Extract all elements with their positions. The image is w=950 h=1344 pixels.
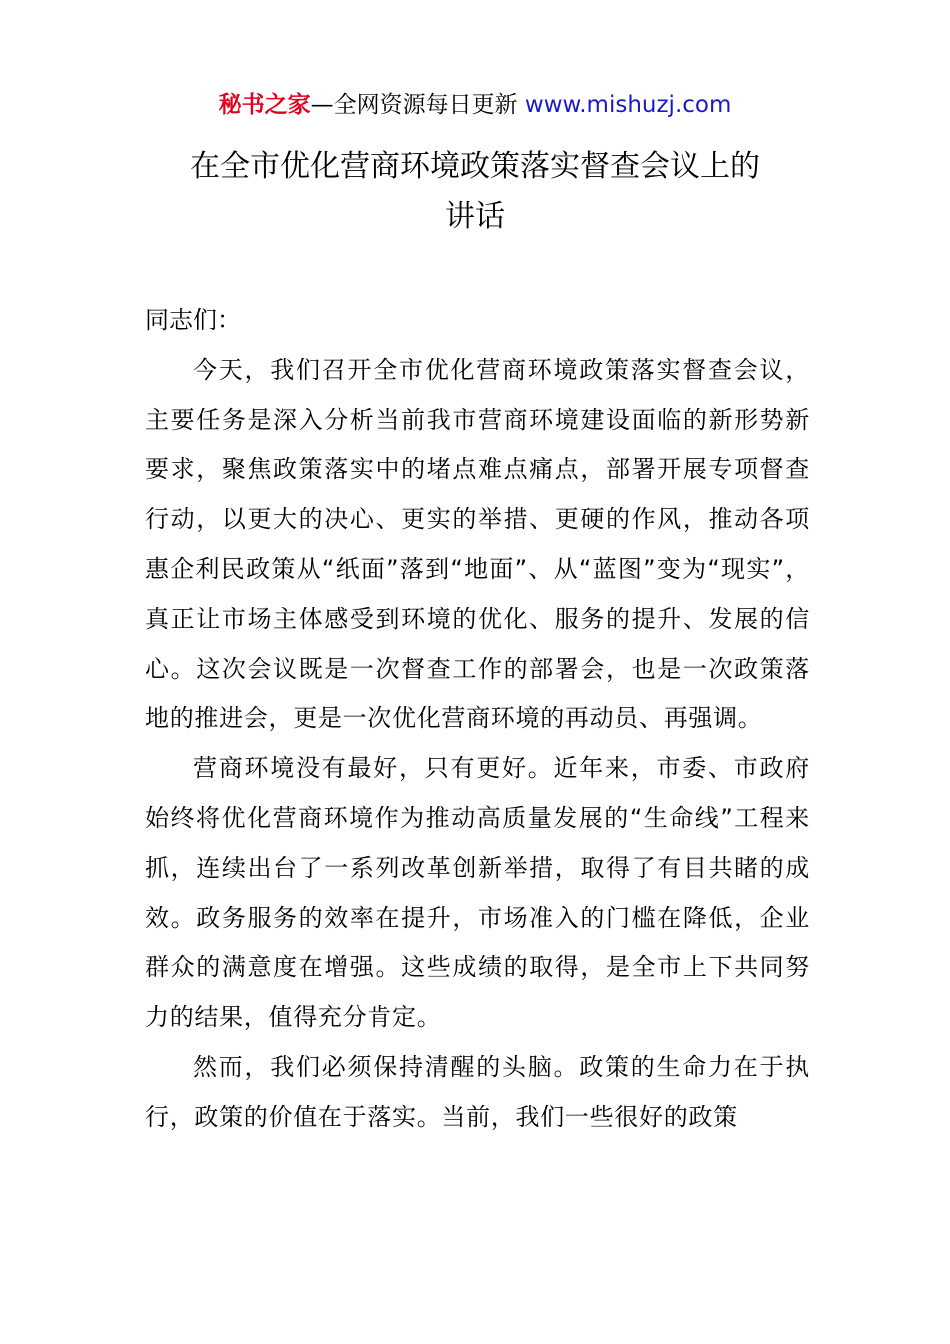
salutation: 同志们： bbox=[145, 306, 241, 334]
site-header bbox=[0, 88, 950, 122]
document-body bbox=[145, 296, 810, 1143]
paragraph-1: 今天，我们召开全市优化营商环境政策落实督查会议，主要任务是深入分析当前我市营商环境建设面临的新形势新要求，聚焦政策落实中的堵点难点痛点，部署开展专项督查行动，以更大的决心、更实的举措、更硬的作风，推动各项惠企利民政策从“纸面”落到“地面”、从“蓝图”变为“现实”，真正让市场主体感受到环境的优化、服务的提升、发展的信心。这次会议既是一次督查工作的部署会，也是一次政策落地的推进会，更是一次优化营商环境的再动员、再强调。 bbox=[145, 355, 810, 733]
title-line-1: 在全市优化营商环境政策落实督查会议上的 bbox=[190, 149, 760, 184]
brand-name: 秘书之家 bbox=[218, 92, 311, 118]
paragraph-2: 营商环境没有最好，只有更好。近年来，市委、市政府始终将优化营商环境作为推动高质量发展的“生命线”工程来抓，连续出台了一系列改革创新举措，取得了有目共睹的成效。政务服务的效率在提升，市场准入的门槛在降低，企业群众的满意度在增强。这些成绩的取得，是全市上下共同努力的结果，值得充分肯定。 bbox=[145, 754, 810, 1032]
title-line-2: 讲话 bbox=[445, 199, 505, 234]
site-url-link[interactable]: www.mishuzj.com bbox=[524, 92, 732, 118]
paragraph-3: 然而，我们必须保持清醒的头脑。政策的生命力在于执行，政策的价值在于落实。当前，我们一些很好的政策 bbox=[145, 1052, 810, 1131]
document-title bbox=[0, 142, 950, 242]
header-tagline: —全网资源每日更新 bbox=[310, 92, 525, 118]
